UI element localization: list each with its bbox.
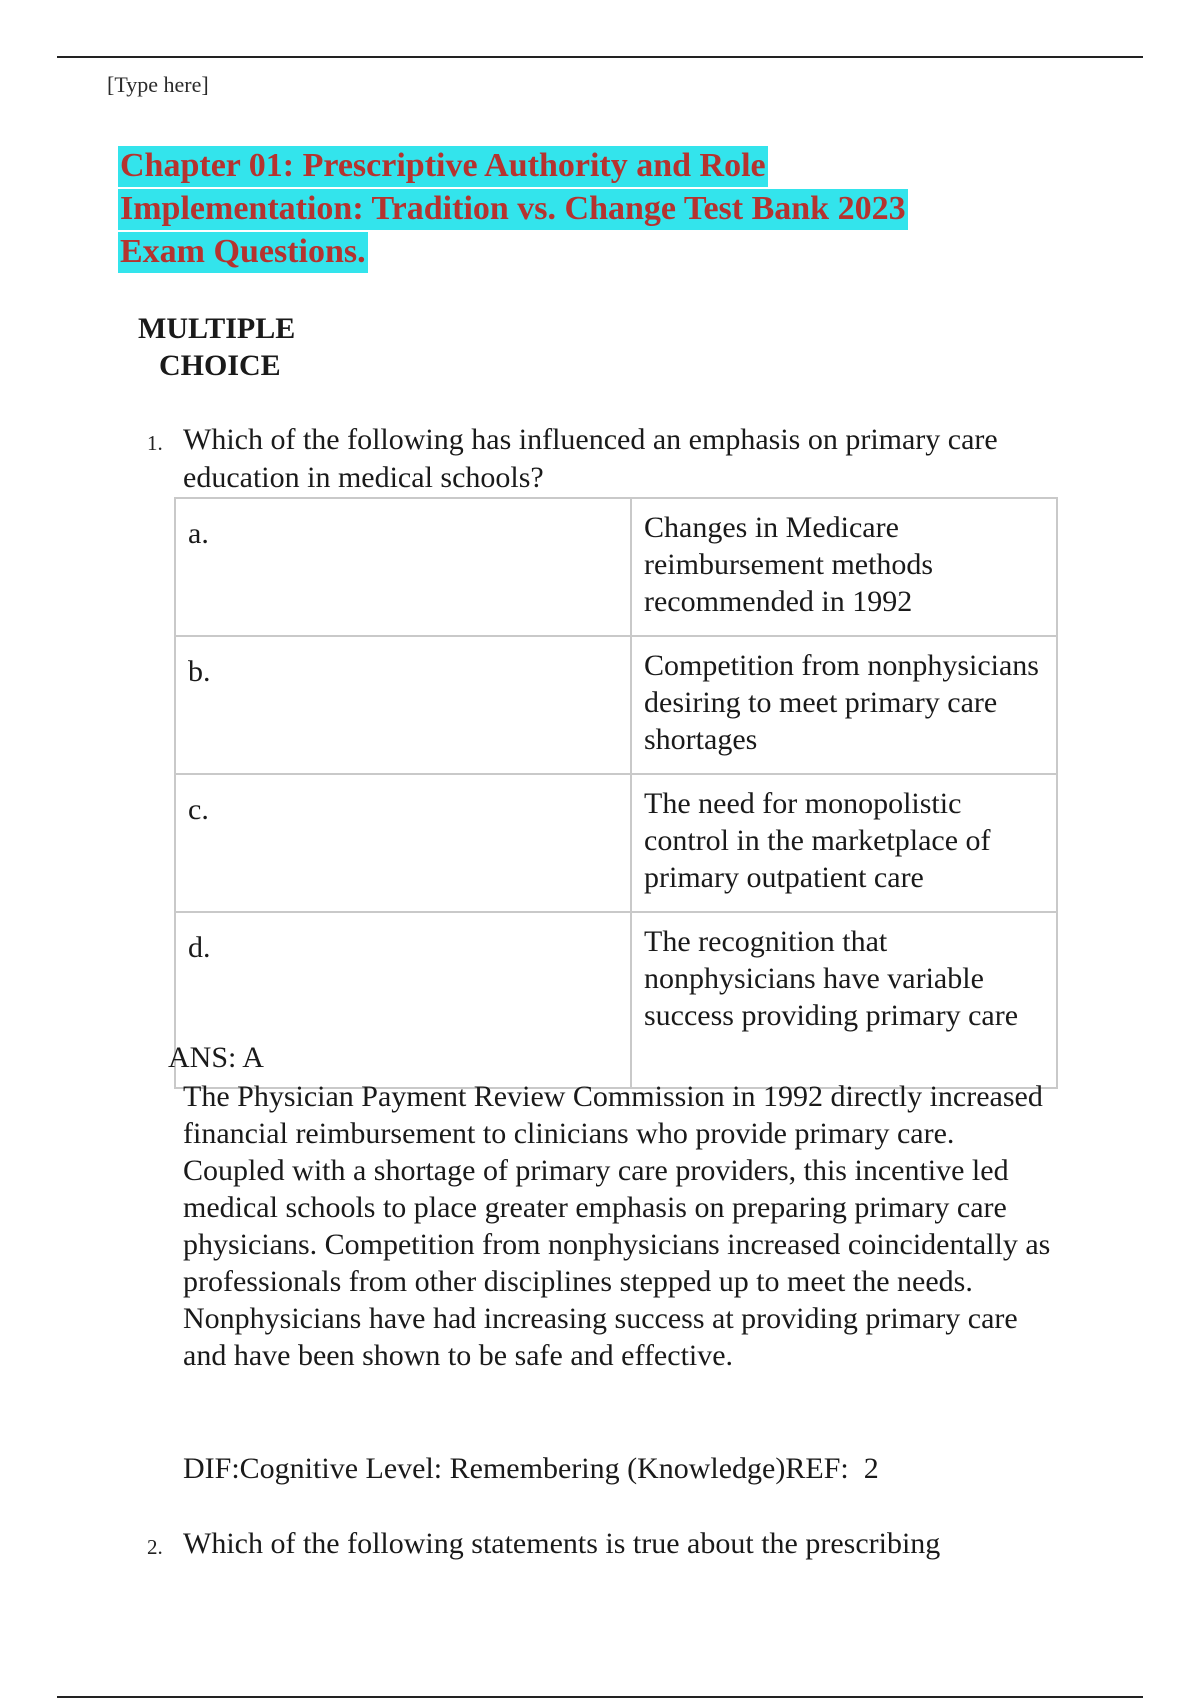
option-letter: c. [175, 774, 631, 912]
option-text: Competition from nonphysicians desiring to meet primary care shortages [631, 636, 1057, 774]
question-1-text: Which of the following has influenced an emphasis on primary care education in medical schools? [183, 423, 998, 494]
option-letter: b. [175, 636, 631, 774]
option-row-a [175, 498, 1057, 636]
option-row-c [175, 774, 1057, 912]
section-heading-line-2: CHOICE [159, 349, 281, 382]
section-heading [138, 310, 295, 384]
chapter-title-line-2: Implementation: Tradition vs. Change Test Bank 2023 [118, 189, 908, 230]
chapter-title [118, 144, 978, 273]
chapter-title-line-1: Chapter 01: Prescriptive Authority and Role [118, 146, 768, 187]
question-2-text: Which of the following statements is true about the prescribing [183, 1527, 941, 1560]
header-placeholder: [Type here] [107, 72, 209, 97]
section-heading-line-1: MULTIPLE [138, 312, 296, 345]
option-text: Changes in Medicare reimbursement methods recommended in 1992 [631, 498, 1057, 636]
question-1-options-table [174, 497, 1058, 1089]
option-row-d [175, 912, 1057, 1088]
answer-rationale: The Physician Payment Review Commission in 1992 directly increased financial reimbursement to clinicians who provide primary care. Coupled with a shortage of primary care providers, this incentive led medical schools to place greater emphasis on preparing primary care physicians. Competition from nonphysicians increased coincidentally as professionals from other disciplines stepped up to meet the needs. Nonphysicians have had increasing success at providing primary care and have been shown to be safe and effective. [183, 1080, 1051, 1372]
top-divider [57, 56, 1143, 58]
chapter-title-line-3: Exam Questions. [118, 232, 368, 273]
option-letter: a. [175, 498, 631, 636]
bottom-divider [57, 1696, 1143, 1698]
question-1-number: 1. [147, 431, 163, 455]
question-metadata: DIF:Cognitive Level: Remembering (Knowledge)REF: 2 [183, 1452, 879, 1485]
option-row-b [175, 636, 1057, 774]
question-2-number: 2. [147, 1535, 163, 1559]
answer-key: ANS: A [168, 1041, 264, 1074]
option-text: The recognition that nonphysicians have variable success providing primary care [631, 912, 1057, 1088]
option-letter: d. [175, 912, 631, 1088]
option-text: The need for monopolistic control in the marketplace of primary outpatient care [631, 774, 1057, 912]
